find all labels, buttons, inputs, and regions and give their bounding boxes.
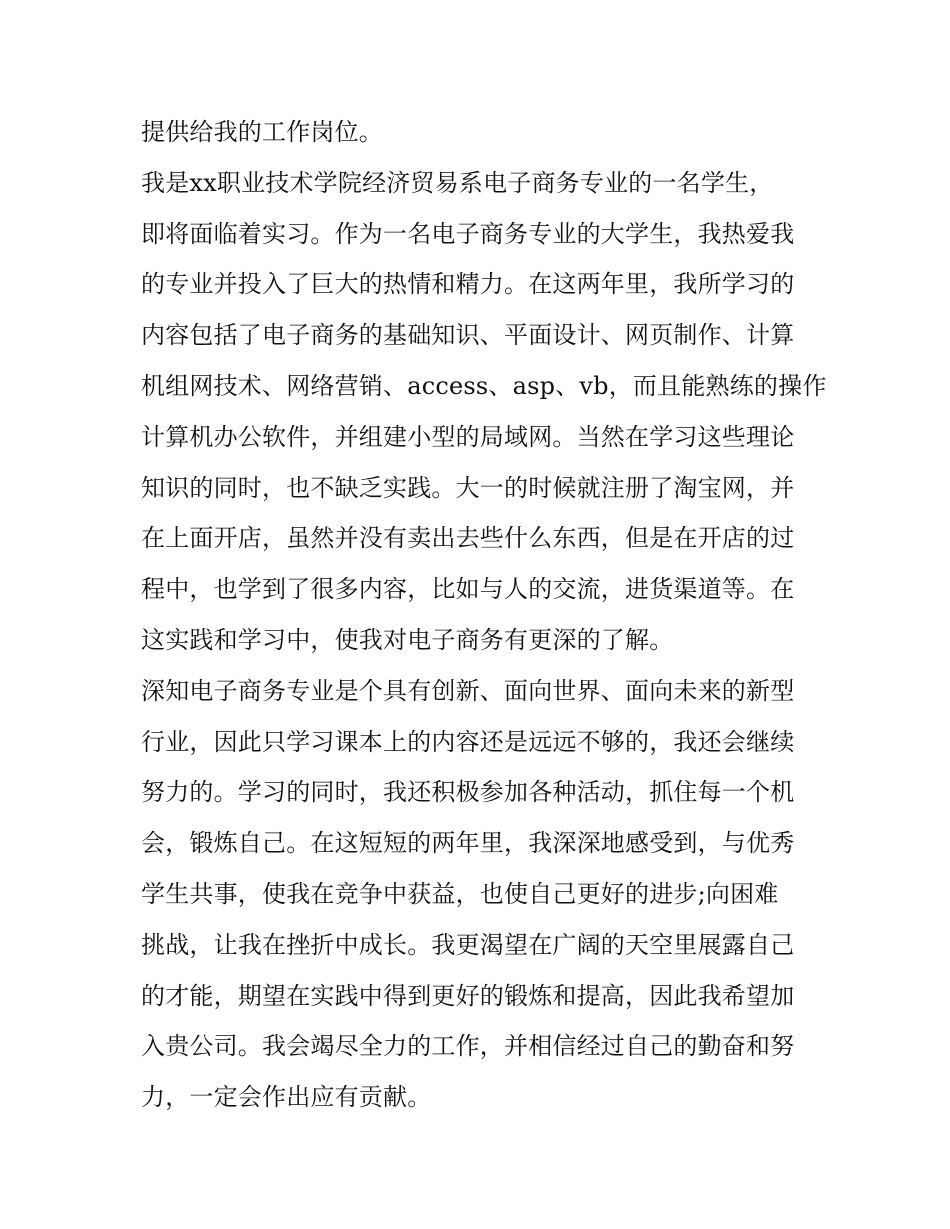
text-line: 这实践和学习中，使我对电子商务有更深的了解。 [141, 625, 674, 654]
text-line: 力，一定会作出应有贡献。 [141, 1083, 432, 1112]
text-line: 知识的同时，也不缺乏实践。大一的时候就注册了淘宝网，并 [141, 473, 795, 502]
text-line: 学生共事，使我在竞争中获益，也使自己更好的进步;向困难 [141, 879, 779, 908]
text-line: 计算机办公软件，并组建小型的局域网。当然在学习这些理论 [141, 422, 795, 451]
text-line: 在上面开店，虽然并没有卖出去些什么东西，但是在开店的过 [141, 524, 795, 553]
text-line: 提供给我的工作岗位。 [141, 118, 383, 146]
text-line: 内容包括了电子商务的基础知识、平面设计、网页制作、计算 [141, 321, 795, 350]
text-line: 即将面临着实习。作为一名电子商务专业的大学生，我热爱我 [141, 219, 795, 248]
text-line: 我是xx职业技术学院经济贸易系电子商务专业的一名学生， [141, 168, 774, 197]
text-line: 深知电子商务专业是个具有创新、面向世界、面向未来的新型 [141, 676, 795, 705]
text-line: 机组网技术、网络营销、access、asp、vb，而且能熟练的操作 [141, 371, 827, 400]
text-line: 会，锻炼自己。在这短短的两年里，我深深地感受到，与优秀 [141, 829, 795, 858]
text-line: 入贵公司。我会竭尽全力的工作，并相信经过自己的勤奋和努 [141, 1032, 795, 1061]
body-text [141, 107, 827, 1123]
text-line: 的专业并投入了巨大的热情和精力。在这两年里，我所学习的 [141, 270, 795, 299]
text-line: 的才能，期望在实践中得到更好的锻炼和提高，因此我希望加 [141, 981, 795, 1010]
text-line: 程中，也学到了很多内容，比如与人的交流，进货渠道等。在 [141, 575, 795, 604]
text-line: 挑战，让我在挫折中成长。我更渴望在广阔的天空里展露自己 [141, 930, 795, 959]
text-line: 努力的。学习的同时，我还积极参加各种活动，抓住每一个机 [141, 778, 795, 807]
text-line: 行业，因此只学习课本上的内容还是远远不够的，我还会继续 [141, 727, 795, 756]
